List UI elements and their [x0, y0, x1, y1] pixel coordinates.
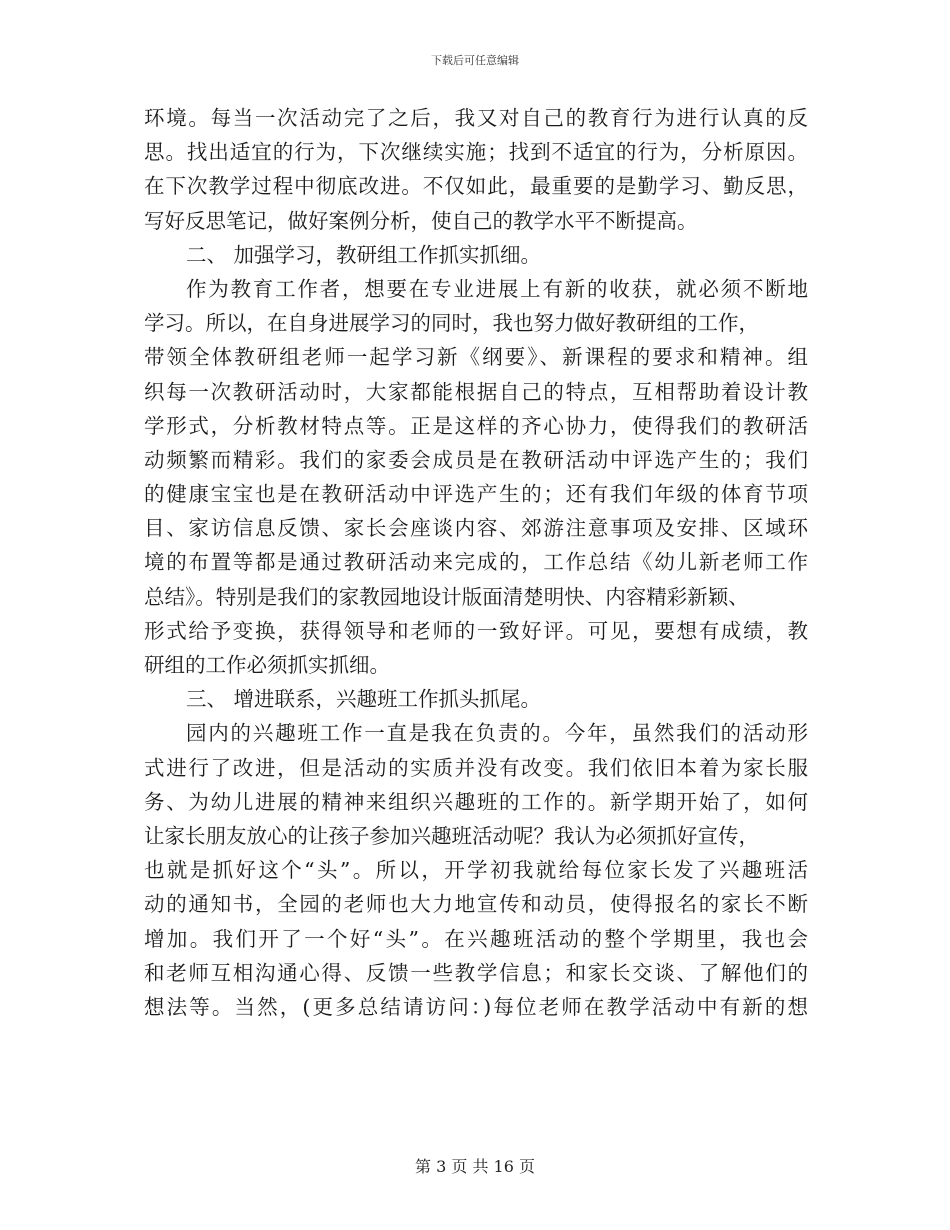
text-line: 思。找出适宜的行为，下次继续实施；找到不适宜的行为，分析原因。 — [144, 140, 808, 165]
text-line: 作为教育工作者，想要在专业进展上有新的收获，就必须不断地 — [186, 276, 808, 301]
body-text — [144, 101, 808, 1024]
text-line: 环境。每当一次活动完了之后，我又对自己的教育行为进行认真的反 — [144, 106, 808, 130]
text-line: 动频繁而精彩。我们的家委会成员是在教研活动中评选产生的；我们 — [144, 447, 808, 472]
text-line: 园内的兴趣班工作一直是我在负责的。今年，虽然我们的活动形 — [186, 721, 808, 746]
text-line: 学形式，分析教材特点等。正是这样的齐心协力，使得我们的教研活 — [144, 413, 808, 438]
text-line: 增加。我们开了一个好“头”。在兴趣班活动的整个学期里，我也会 — [144, 926, 808, 951]
text-line: 带领全体教研组老师一起学习新《纲要》、新课程的要求和精神。组 — [144, 345, 808, 370]
text-line: 织每一次教研活动时，大家都能根据自己的特点，互相帮助着设计教 — [144, 379, 808, 404]
text-line: 也就是抓好这个“头”。所以，开学初我就给每位家长发了兴趣班活 — [144, 858, 808, 883]
text-line: 式进行了改进，但是活动的实质并没有改变。我们依旧本着为家长服 — [144, 755, 808, 780]
text-line: 和老师互相沟通心得、反馈一些教学信息；和家长交谈、了解他们的 — [144, 960, 808, 985]
text-line: 三、 增进联系，兴趣班工作抓头抓尾。 — [186, 687, 542, 712]
text-line: 务、为幼儿进展的精神来组织兴趣班的工作的。新学期开始了，如何 — [144, 789, 808, 814]
text-line: 境的布置等都是通过教研活动来完成的，工作总结《幼儿新老师工作 — [144, 550, 808, 575]
text-line: 研组的工作必须抓实抓细。 — [144, 653, 390, 677]
text-line: 让家长朋友放心的让孩子参加兴趣班活动呢？我认为必须抓好宣传， — [144, 823, 759, 848]
text-line: 形式给予变换，获得领导和老师的一致好评。可见，要想有成绩，教 — [144, 618, 808, 643]
text-line: 写好反思笔记，做好案例分析，使自己的教学水平不断提高。 — [144, 208, 698, 233]
text-line: 二、 加强学习，教研组工作抓实抓细。 — [186, 242, 542, 267]
text-line: 在下次教学过程中彻底改进。不仅如此，最重要的是勤学习、勤反思， — [144, 174, 808, 199]
text-line: 的健康宝宝也是在教研活动中评选产生的；还有我们年级的体育节项 — [144, 482, 808, 507]
text-line: 目、家访信息反馈、家长会座谈内容、郊游注意事项及安排、区域环 — [144, 516, 808, 541]
text-line: 想法等。当然，(更多总结请访问：)每位老师在教学活动中有新的想 — [144, 994, 808, 1019]
text-line: 总结》。特别是我们的家教园地设计版面清楚明快、内容精彩新颖、 — [144, 584, 749, 609]
page-footer: 第 3 页 共 16 页 — [415, 1157, 535, 1176]
text-line: 学习。所以，在自身进展学习的同时，我也努力做好教研组的工作， — [144, 311, 759, 336]
text-line: 动的通知书，全园的老师也大力地宣传和动员，使得报名的家长不断 — [144, 892, 808, 917]
page-header: 下载后可任意编辑 — [431, 54, 519, 67]
